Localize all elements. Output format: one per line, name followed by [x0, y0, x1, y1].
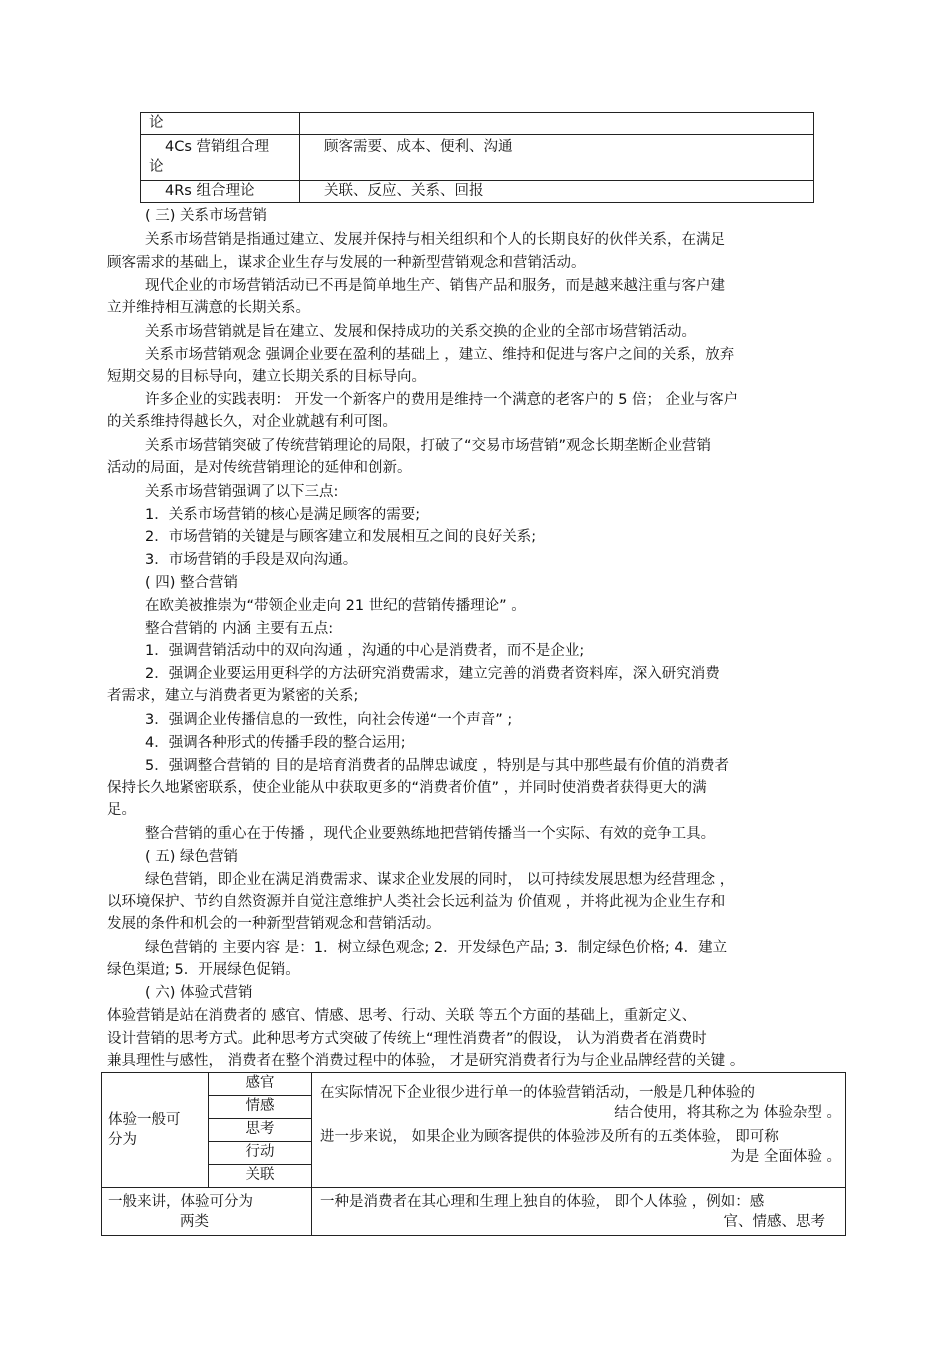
- experience-desc-line: 进一步来说， 如果企业为顾客提供的体验涉及所有的五类体验， 即可称: [320, 1129, 779, 1145]
- list-item: 5．强调整合营销的 目的是培育消费者的品牌忠诚度 ，特别是与其中那些最有价值的消费者: [145, 758, 729, 774]
- experience-type-cell: [209, 1142, 312, 1165]
- theory-content-cell: [300, 181, 814, 203]
- experience-desc-line: 在实际情况下企业很少进行单一的体验营销活动，一般是几种体验的: [320, 1085, 755, 1101]
- experience-type-cell: [209, 1096, 312, 1119]
- experience-type-cell: [209, 1073, 312, 1096]
- paragraph-line: 关系市场营销突破了传统营销理论的局限，打破了“交易市场营销”观念长期垄断企业营销: [145, 438, 712, 454]
- paragraph-line: 现代企业的市场营销活动已不再是简单地生产、销售产品和服务，而是越来越注重与客户建: [145, 278, 725, 294]
- theory-content-cell: [300, 113, 814, 135]
- list-item: 4．强调各种形式的传播手段的整合运用;: [145, 735, 406, 751]
- experience-type-cell: [209, 1119, 312, 1142]
- list-item: 3．强调企业传播信息的一致性，向社会传递“一个声音” ;: [145, 712, 513, 728]
- experience-desc-cell: [312, 1188, 846, 1236]
- experience-label-cell: [102, 1188, 312, 1236]
- theory-content: 顾客需要、成本、便利、沟通: [324, 139, 513, 155]
- section-heading: ( 六) 体验式营销: [145, 985, 253, 1001]
- paragraph-line: 短期交易的目标导向，建立长期关系的目标导向。: [107, 369, 426, 385]
- marketing-theory-table: [140, 112, 814, 203]
- paragraph-line: 兼具理性与感性， 消费者在整个消费过程中的体验， 才是研究消费者行为与企业品牌经营的关键 。: [107, 1053, 745, 1069]
- experience-table: [101, 1072, 846, 1236]
- paragraph-line: 发展的条件和机会的一种新型营销观念和营销活动。: [107, 916, 441, 932]
- theory-name: 4Rs 组合理论: [165, 183, 255, 199]
- paragraph-line: 关系市场营销观念 强调企业要在盈利的基础上 ，建立、维持和促进与客户之间的关系，放弃: [145, 347, 735, 363]
- list-item: 1．强调营销活动中的双向沟通 ，沟通的中心是消费者，而不是企业;: [145, 643, 585, 659]
- theory-name-cell: [141, 113, 300, 135]
- theory-name-cont: 论: [149, 159, 164, 175]
- paragraph-line: 整合营销的 内涵 主要有五点:: [145, 621, 334, 637]
- list-item: 2．强调企业要运用更科学的方法研究消费需求，建立完善的消费者资料库，深入研究消费: [145, 666, 720, 682]
- experience-label-cont: 两类: [180, 1214, 209, 1230]
- paragraph-line: 绿色营销，即企业在满足消费需求、谋求企业发展的同时， 以可持续发展思想为经营理念 ，: [145, 872, 735, 888]
- paragraph-line: 的关系维持得越长久，对企业就越有利可图。: [107, 414, 397, 430]
- list-item-cont: 者需求，建立与消费者更为紧密的关系;: [107, 688, 359, 704]
- theory-content-cell: [300, 135, 814, 181]
- paragraph-line: 整合营销的重心在于传播 ，现代企业要熟练地把营销传播当一个实际、有效的竞争工具。: [145, 826, 716, 842]
- experience-type: 感官: [245, 1075, 275, 1091]
- paragraph-line: 许多企业的实践表明： 开发一个新客户的费用是维持一个满意的老客户的 5 倍； 企业与客户: [145, 392, 739, 408]
- list-item-cont: 保持长久地紧密联系，使企业能从中获取更多的“消费者价值” ，并同时使消费者获得更大的满: [107, 780, 707, 796]
- paragraph-line: 活动的局面，是对传统营销理论的延伸和创新。: [107, 460, 412, 476]
- theory-name: 4Cs 营销组合理: [165, 139, 270, 155]
- paragraph-line: 立并维持相互满意的长期关系。: [107, 300, 310, 316]
- experience-type: 思考: [245, 1121, 275, 1137]
- paragraph-line: 关系市场营销强调了以下三点:: [145, 484, 339, 500]
- theory-name-cell: [141, 181, 300, 203]
- paragraph-line: 关系市场营销就是旨在建立、发展和保持成功的关系交换的企业的全部市场营销活动。: [145, 324, 696, 340]
- experience-desc-line: 一种是消费者在其心理和生理上独自的体验， 即个人体验 ，例如：感: [320, 1194, 765, 1210]
- section-heading: ( 四) 整合营销: [145, 575, 239, 591]
- paragraph-line: 体验营销是站在消费者的 感官、情感、思考、行动、关联 等五个方面的基础上，重新定义、: [107, 1008, 697, 1024]
- section-heading: ( 五) 绿色营销: [145, 849, 239, 865]
- experience-type: 关联: [245, 1167, 275, 1183]
- list-item: 1．关系市场营销的核心是满足顾客的需要;: [145, 507, 421, 523]
- paragraph-line: 顾客需求的基础上，谋求企业生存与发展的一种新型营销观念和营销活动。: [107, 255, 586, 271]
- theory-name: 论: [149, 115, 164, 131]
- experience-type: 情感: [245, 1098, 275, 1114]
- experience-desc-line: 为是 全面体验 。: [730, 1149, 841, 1165]
- experience-label-cont: 分为: [108, 1132, 137, 1148]
- experience-label: 体验一般可: [108, 1112, 181, 1128]
- experience-type: 行动: [245, 1144, 275, 1160]
- paragraph-line: 关系市场营销是指通过建立、发展并保持与相关组织和个人的长期良好的伙伴关系，在满足: [145, 232, 725, 248]
- theory-content: 关联、反应、关系、回报: [324, 183, 484, 199]
- experience-desc-cell: [312, 1073, 846, 1188]
- experience-label: 一般来讲，体验可分为: [108, 1194, 253, 1210]
- paragraph-line: 在欧美被推崇为“带领企业走向 21 世纪的营销传播理论” 。: [145, 598, 526, 614]
- experience-label-cell: [102, 1073, 209, 1188]
- section-heading: ( 三) 关系市场营销: [145, 208, 268, 224]
- paragraph-line: 绿色营销的 主要内容 是：1．树立绿色观念; 2．开发绿色产品; 3．制定绿色价格; 4．建立: [145, 940, 728, 956]
- experience-desc-line: 结合使用，将其称之为 体验杂型 。: [614, 1105, 841, 1121]
- paragraph-line: 以环境保护、节约自然资源并自觉注意维护人类社会长远利益为 价值观 ，并将此视为企业生存和: [107, 894, 726, 910]
- list-item: 2．市场营销的关键是与顾客建立和发展相互之间的良好关系;: [145, 529, 537, 545]
- experience-type-cell: [209, 1165, 312, 1188]
- paragraph-line: 绿色渠道; 5．开展绿色促销。: [107, 962, 300, 978]
- experience-desc-line: 官、情感、思考: [723, 1214, 825, 1230]
- list-item-cont: 足。: [107, 802, 136, 818]
- list-item: 3．市场营销的手段是双向沟通。: [145, 552, 358, 568]
- paragraph-line: 设计营销的思考方式。此种思考方式突破了传统上“理性消费者”的假设， 认为消费者在消费时: [107, 1031, 707, 1047]
- theory-name-cell: [141, 135, 300, 181]
